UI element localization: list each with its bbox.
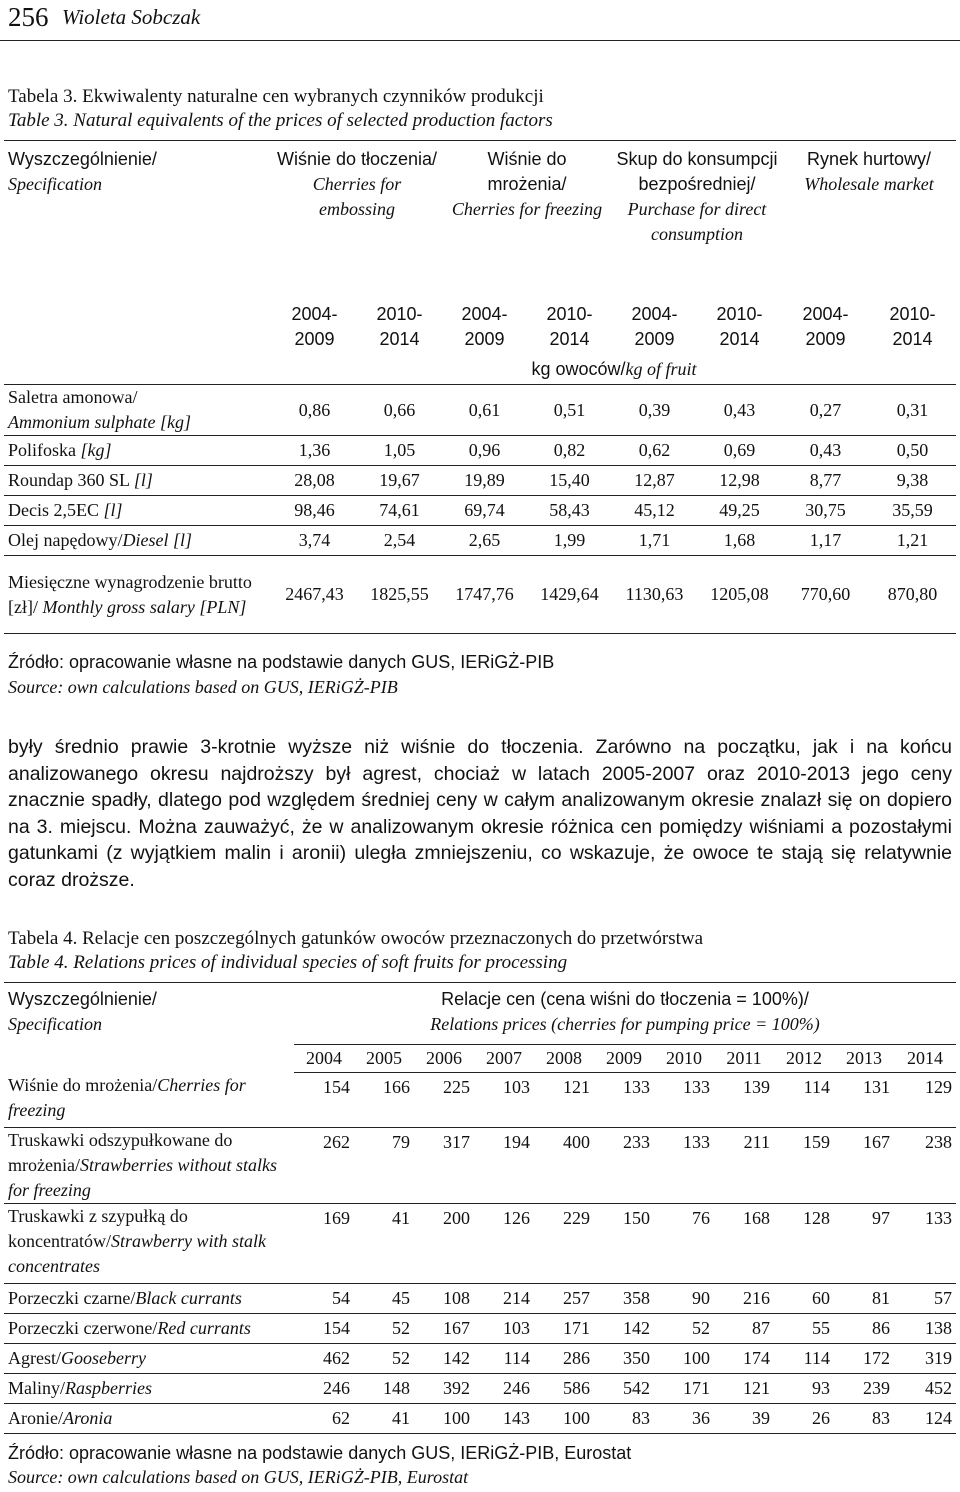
table3-cell: 0,43 bbox=[697, 385, 782, 436]
year-header: 2013 bbox=[834, 1045, 894, 1073]
table3-cell: 9,38 bbox=[869, 466, 956, 496]
table3-cell: 0,31 bbox=[869, 385, 956, 436]
page-header bbox=[0, 0, 960, 41]
table4-cell: 103 bbox=[474, 1073, 534, 1128]
group-label-en: Relations prices (cherries for pumping price = 100%) bbox=[430, 1014, 820, 1034]
row-label-pl: Truskawki odszypułkowane do mrożenia/ bbox=[8, 1130, 233, 1175]
table4-cell: 452 bbox=[894, 1374, 956, 1404]
table3-cell: 69,74 bbox=[442, 496, 527, 526]
table3-cell: 0,50 bbox=[869, 436, 956, 466]
table4-cell: 57 bbox=[894, 1284, 956, 1314]
table3-cell: 0,43 bbox=[782, 436, 869, 466]
unit-label bbox=[272, 355, 956, 385]
table3-source-en: Source: own calculations based on GUS, IERiGŻ-PIB bbox=[8, 677, 398, 697]
table3-cell: 1,71 bbox=[612, 526, 697, 556]
table4-cell: 319 bbox=[894, 1344, 956, 1374]
table4-cell: 26 bbox=[774, 1404, 834, 1434]
row-label-en: [l] bbox=[133, 470, 153, 490]
table4-cell: 142 bbox=[414, 1344, 474, 1374]
row-label bbox=[4, 1374, 294, 1404]
table4-cell: 214 bbox=[474, 1284, 534, 1314]
group-label-pl: Rynek hurtowy/ bbox=[806, 149, 932, 169]
table4-cell: 114 bbox=[774, 1344, 834, 1374]
table3-cell: 19,67 bbox=[357, 466, 442, 496]
row-label bbox=[4, 526, 272, 556]
table3-row bbox=[4, 526, 956, 556]
row-label-en: Diesel [l] bbox=[122, 530, 192, 550]
table3-cell: 2,65 bbox=[442, 526, 527, 556]
row-label-pl: Olej napędowy/ bbox=[8, 530, 123, 550]
table4-caption-en: Table 4. Relations prices of individual species of soft fruits for processing bbox=[8, 952, 568, 973]
group-label-en: Wholesale market bbox=[804, 174, 934, 194]
table3-row bbox=[4, 496, 956, 526]
table4-cell: 462 bbox=[294, 1344, 354, 1374]
table3-cell: 1429,64 bbox=[527, 556, 612, 634]
table3-cell: 1,68 bbox=[697, 526, 782, 556]
group-label-pl: Wiśnie do mrożenia/ bbox=[487, 149, 567, 194]
spec-label-pl: Wyszczególnienie/ bbox=[8, 989, 157, 1009]
table3-cell: 98,46 bbox=[272, 496, 357, 526]
table3-group-1 bbox=[272, 141, 442, 299]
row-label-pl: Aronie/ bbox=[8, 1408, 63, 1428]
period-header: 2010-2014 bbox=[376, 303, 423, 349]
table4-cell: 126 bbox=[474, 1204, 534, 1284]
table3-row bbox=[4, 466, 956, 496]
table4-cell: 41 bbox=[354, 1404, 414, 1434]
table4-cell: 238 bbox=[894, 1128, 956, 1204]
table3-cell: 1,05 bbox=[357, 436, 442, 466]
group-label-pl: Skup do konsumpcji bezpośredniej/ bbox=[616, 149, 778, 194]
table4-cell: 167 bbox=[414, 1314, 474, 1344]
table3-cell: 12,87 bbox=[612, 466, 697, 496]
table4-row bbox=[4, 1344, 956, 1374]
row-label-pl: Polifoska bbox=[8, 440, 81, 460]
table4-cell: 171 bbox=[534, 1314, 594, 1344]
table4-cell: 54 bbox=[294, 1284, 354, 1314]
table4-cell: 167 bbox=[834, 1128, 894, 1204]
table4-cell: 148 bbox=[354, 1374, 414, 1404]
row-label-en: Aronia bbox=[62, 1408, 113, 1428]
table3-cell: 0,86 bbox=[272, 385, 357, 436]
table4-row bbox=[4, 1374, 956, 1404]
table3-cell: 1,99 bbox=[527, 526, 612, 556]
table3-cell: 30,75 bbox=[782, 496, 869, 526]
row-label-pl: Wiśnie do mrożenia/ bbox=[8, 1074, 158, 1095]
table3-cell: 19,89 bbox=[442, 466, 527, 496]
table3-cell: 74,61 bbox=[357, 496, 442, 526]
row-label-en: [kg] bbox=[80, 440, 112, 460]
running-author: Wioleta Sobczak bbox=[62, 5, 201, 29]
table4-cell: 225 bbox=[414, 1073, 474, 1128]
row-label-en: Raspberries bbox=[65, 1378, 152, 1398]
period-header: 2004-2009 bbox=[802, 303, 849, 349]
table3-cell: 45,12 bbox=[612, 496, 697, 526]
table3-cell: 0,61 bbox=[442, 385, 527, 436]
table4-cell: 143 bbox=[474, 1404, 534, 1434]
table3-caption-pl: Tabela 3. Ekwiwalenty naturalne cen wybranych czynników produkcji bbox=[8, 86, 544, 107]
table4-cell: 62 bbox=[294, 1404, 354, 1434]
table4-cell: 358 bbox=[594, 1284, 654, 1314]
row-label-pl: Miesięczne wynagrodzenie brutto [zł]/ bbox=[8, 571, 252, 617]
table4-cell: 36 bbox=[654, 1404, 714, 1434]
table4-row bbox=[4, 1284, 956, 1314]
table4-cell: 246 bbox=[474, 1374, 534, 1404]
table3-cell: 49,25 bbox=[697, 496, 782, 526]
table4-cell: 257 bbox=[534, 1284, 594, 1314]
table4-source-pl: Źródło: opracowanie własne na podstawie danych GUS, IERiGŻ-PIB, Eurostat bbox=[8, 1443, 632, 1463]
row-label-en: Strawberries without stalks for freezing bbox=[8, 1155, 277, 1200]
table4-cell: 133 bbox=[594, 1073, 654, 1128]
table4-cell: 103 bbox=[474, 1314, 534, 1344]
unit-pl: kg owoców/ bbox=[531, 358, 626, 379]
table4-cell: 171 bbox=[654, 1374, 714, 1404]
table4-cell: 131 bbox=[834, 1073, 894, 1128]
table4-cell: 93 bbox=[774, 1374, 834, 1404]
table4-cell: 194 bbox=[474, 1128, 534, 1204]
table3-cell: 0,39 bbox=[612, 385, 697, 436]
period-header: 2004-2009 bbox=[461, 303, 508, 349]
table4-cell: 100 bbox=[654, 1344, 714, 1374]
table3 bbox=[4, 140, 956, 634]
table4-cell: 52 bbox=[354, 1314, 414, 1344]
table4-cell: 45 bbox=[354, 1284, 414, 1314]
table4-source-en: Source: own calculations based on GUS, IERiGŻ-PIB, Eurostat bbox=[8, 1467, 469, 1487]
row-label bbox=[4, 385, 272, 436]
row-label-en: Monthly gross salary [PLN] bbox=[42, 596, 247, 617]
table4-cell: 121 bbox=[714, 1374, 774, 1404]
table3-source-pl: Źródło: opracowanie własne na podstawie danych GUS, IERiGŻ-PIB bbox=[8, 652, 555, 672]
row-label-pl: Agrest/ bbox=[8, 1348, 61, 1368]
table4-row bbox=[4, 1073, 956, 1128]
table3-cell: 870,80 bbox=[869, 556, 956, 634]
table4-cell: 138 bbox=[894, 1314, 956, 1344]
group-label-en: Cherries for embossing bbox=[312, 174, 402, 219]
table3-cell: 2467,43 bbox=[272, 556, 357, 634]
table4-row bbox=[4, 1204, 956, 1284]
table4-cell: 200 bbox=[414, 1204, 474, 1284]
table4-cell: 133 bbox=[654, 1128, 714, 1204]
row-label bbox=[4, 466, 272, 496]
table4-cell: 392 bbox=[414, 1374, 474, 1404]
group-label-en: Purchase for direct consumption bbox=[627, 199, 767, 244]
table4-cell: 86 bbox=[834, 1314, 894, 1344]
table3-group-2 bbox=[442, 141, 612, 299]
year-header: 2007 bbox=[474, 1045, 534, 1073]
table4-cell: 174 bbox=[714, 1344, 774, 1374]
body-paragraph: były średnio prawie 3-krotnie wyższe niż wiśnie do tłoczenia. Zarówno na początku, jak i na końcu analizowanego okresu najdroższy był agrest, chociaż w latach 2005-2007 oraz 2010-2013 jego ceny znacznie spadły, dlatego pod względem średniej ceny w całym analizowanym okresie znalazł się on dopiero na 3. miejscu. Można zauważyć, że w analizowanym okresie różnica cen pomiędzy wiśniami a pozostałymi gatunkami (z wyjątkiem malin i aronii) uległa zmniejszeniu, co wskazuje, że owoce te stają się relatywnie coraz droższe. bbox=[8, 736, 952, 891]
table4-cell: 52 bbox=[354, 1344, 414, 1374]
table3-cell: 0,96 bbox=[442, 436, 527, 466]
table4-cell: 76 bbox=[654, 1204, 714, 1284]
row-label bbox=[4, 1284, 294, 1314]
table4-cell: 108 bbox=[414, 1284, 474, 1314]
table4-cell: 172 bbox=[834, 1344, 894, 1374]
table4-cell: 90 bbox=[654, 1284, 714, 1314]
table4-cell: 128 bbox=[774, 1204, 834, 1284]
year-header: 2006 bbox=[414, 1045, 474, 1073]
table3-spec-header bbox=[4, 141, 272, 385]
row-label-pl: Porzeczki czarne/ bbox=[8, 1288, 136, 1308]
page-number: 256 bbox=[8, 2, 49, 32]
table3-cell: 1747,76 bbox=[442, 556, 527, 634]
row-label bbox=[4, 436, 272, 466]
year-header: 2005 bbox=[354, 1045, 414, 1073]
table4-cell: 79 bbox=[354, 1128, 414, 1204]
table4-cell: 350 bbox=[594, 1344, 654, 1374]
year-header: 2012 bbox=[774, 1045, 834, 1073]
table3-cell: 1,21 bbox=[869, 526, 956, 556]
table3-cell: 1205,08 bbox=[697, 556, 782, 634]
row-label-en: Red currants bbox=[157, 1318, 251, 1338]
period-header: 2010-2014 bbox=[716, 303, 763, 349]
row-label-en: Ammonium sulphate [kg] bbox=[8, 412, 191, 432]
table4-cell: 211 bbox=[714, 1128, 774, 1204]
table3-cell: 0,27 bbox=[782, 385, 869, 436]
table4-cell: 317 bbox=[414, 1128, 474, 1204]
table4-cell: 129 bbox=[894, 1073, 956, 1128]
table3-cell: 1130,63 bbox=[612, 556, 697, 634]
table4-cell: 400 bbox=[534, 1128, 594, 1204]
table4-cell: 166 bbox=[354, 1073, 414, 1128]
table4-cell: 97 bbox=[834, 1204, 894, 1284]
table4-cell: 52 bbox=[654, 1314, 714, 1344]
year-header: 2010 bbox=[654, 1045, 714, 1073]
table4-cell: 233 bbox=[594, 1128, 654, 1204]
table4-cell: 114 bbox=[774, 1073, 834, 1128]
table4-cell: 133 bbox=[894, 1204, 956, 1284]
table3-cell: 0,82 bbox=[527, 436, 612, 466]
table3-row bbox=[4, 436, 956, 466]
table4-cell: 114 bbox=[474, 1344, 534, 1374]
table4-cell: 154 bbox=[294, 1314, 354, 1344]
table4-row bbox=[4, 1128, 956, 1204]
spec-label-en: Specification bbox=[8, 174, 102, 194]
table3-row bbox=[4, 556, 956, 634]
row-label-en: Black currants bbox=[135, 1288, 242, 1308]
table3-cell: 0,62 bbox=[612, 436, 697, 466]
row-label bbox=[4, 1314, 294, 1344]
unit-en: kg of fruit bbox=[625, 358, 697, 379]
table3-cell: 28,08 bbox=[272, 466, 357, 496]
table4-cell: 41 bbox=[354, 1204, 414, 1284]
period-header: 2010-2014 bbox=[546, 303, 593, 349]
table3-cell: 12,98 bbox=[697, 466, 782, 496]
table3-group-3 bbox=[612, 141, 782, 299]
period-header: 2004-2009 bbox=[631, 303, 678, 349]
table3-cell: 2,54 bbox=[357, 526, 442, 556]
row-label-pl: Truskawki z szypułką do koncentratów/ bbox=[8, 1206, 188, 1251]
row-label bbox=[4, 556, 272, 634]
table4-cell: 286 bbox=[534, 1344, 594, 1374]
year-header: 2009 bbox=[594, 1045, 654, 1073]
table4-cell: 39 bbox=[714, 1404, 774, 1434]
table4-group-header bbox=[294, 983, 956, 1045]
table3-cell: 1825,55 bbox=[357, 556, 442, 634]
table3-cell: 0,51 bbox=[527, 385, 612, 436]
row-label bbox=[4, 1204, 294, 1284]
row-label-pl: Maliny/ bbox=[8, 1378, 65, 1398]
table3-cell: 1,36 bbox=[272, 436, 357, 466]
table4-cell: 142 bbox=[594, 1314, 654, 1344]
year-header: 2008 bbox=[534, 1045, 594, 1073]
table4-cell: 55 bbox=[774, 1314, 834, 1344]
row-label bbox=[4, 1404, 294, 1434]
table3-row bbox=[4, 385, 956, 436]
table4-spec-header bbox=[4, 983, 294, 1073]
row-label bbox=[4, 1128, 294, 1204]
row-label-en: Strawberry with stalk concentrates bbox=[8, 1231, 266, 1276]
table3-cell: 15,40 bbox=[527, 466, 612, 496]
table4-cell: 87 bbox=[714, 1314, 774, 1344]
table4-cell: 239 bbox=[834, 1374, 894, 1404]
year-header: 2004 bbox=[294, 1045, 354, 1073]
table4-cell: 262 bbox=[294, 1128, 354, 1204]
spec-label-en: Specification bbox=[8, 1014, 102, 1034]
table4-cell: 154 bbox=[294, 1073, 354, 1128]
table4-cell: 169 bbox=[294, 1204, 354, 1284]
group-label-pl: Wiśnie do tłoczenia/ bbox=[276, 149, 438, 169]
row-label bbox=[4, 496, 272, 526]
table4-cell: 83 bbox=[594, 1404, 654, 1434]
table4-cell: 216 bbox=[714, 1284, 774, 1314]
table4-cell: 139 bbox=[714, 1073, 774, 1128]
row-label-en: Gooseberry bbox=[61, 1348, 146, 1368]
table3-cell: 58,43 bbox=[527, 496, 612, 526]
table4-caption-pl: Tabela 4. Relacje cen poszczególnych gatunków owoców przeznaczonych do przetwórstwa bbox=[8, 928, 704, 949]
table4-cell: 229 bbox=[534, 1204, 594, 1284]
row-label-en: [l] bbox=[103, 500, 123, 520]
table4-row bbox=[4, 1404, 956, 1434]
table4-cell: 81 bbox=[834, 1284, 894, 1314]
table4-cell: 542 bbox=[594, 1374, 654, 1404]
row-label bbox=[4, 1073, 294, 1128]
table4-cell: 60 bbox=[774, 1284, 834, 1314]
table3-group-4 bbox=[782, 141, 956, 299]
period-header: 2004-2009 bbox=[291, 303, 338, 349]
period-header: 2010-2014 bbox=[889, 303, 936, 349]
row-label-pl: Roundap 360 SL bbox=[8, 470, 134, 490]
group-label-pl: Relacje cen (cena wiśni do tłoczenia = 100%)/ bbox=[441, 989, 809, 1009]
row-label-en: Cherries for freezing bbox=[8, 1074, 246, 1120]
table4-row bbox=[4, 1314, 956, 1344]
table4-cell: 246 bbox=[294, 1374, 354, 1404]
table4-cell: 168 bbox=[714, 1204, 774, 1284]
table4-cell: 100 bbox=[534, 1404, 594, 1434]
group-label-en: Cherries for freezing bbox=[451, 199, 603, 219]
row-label-pl: Saletra amonowa/ bbox=[8, 387, 138, 407]
table3-cell: 1,17 bbox=[782, 526, 869, 556]
table3-cell: 35,59 bbox=[869, 496, 956, 526]
table3-caption-en: Table 3. Natural equivalents of the prices of selected production factors bbox=[8, 110, 553, 131]
table3-cell: 8,77 bbox=[782, 466, 869, 496]
table4-cell: 586 bbox=[534, 1374, 594, 1404]
year-header: 2014 bbox=[894, 1045, 956, 1073]
row-label-pl: Decis 2,5EC bbox=[8, 500, 104, 520]
row-label-pl: Porzeczki czerwone/ bbox=[8, 1318, 158, 1338]
spec-label-pl: Wyszczególnienie/ bbox=[8, 149, 157, 169]
table3-cell: 3,74 bbox=[272, 526, 357, 556]
table4-cell: 159 bbox=[774, 1128, 834, 1204]
table4-cell: 133 bbox=[654, 1073, 714, 1128]
table4-cell: 121 bbox=[534, 1073, 594, 1128]
table4-cell: 124 bbox=[894, 1404, 956, 1434]
table3-cell: 0,66 bbox=[357, 385, 442, 436]
table3-cell: 770,60 bbox=[782, 556, 869, 634]
table4-cell: 150 bbox=[594, 1204, 654, 1284]
row-label bbox=[4, 1344, 294, 1374]
table4-cell: 83 bbox=[834, 1404, 894, 1434]
table3-cell: 0,69 bbox=[697, 436, 782, 466]
table4-cell: 100 bbox=[414, 1404, 474, 1434]
table4 bbox=[4, 982, 956, 1434]
year-header: 2011 bbox=[714, 1045, 774, 1073]
